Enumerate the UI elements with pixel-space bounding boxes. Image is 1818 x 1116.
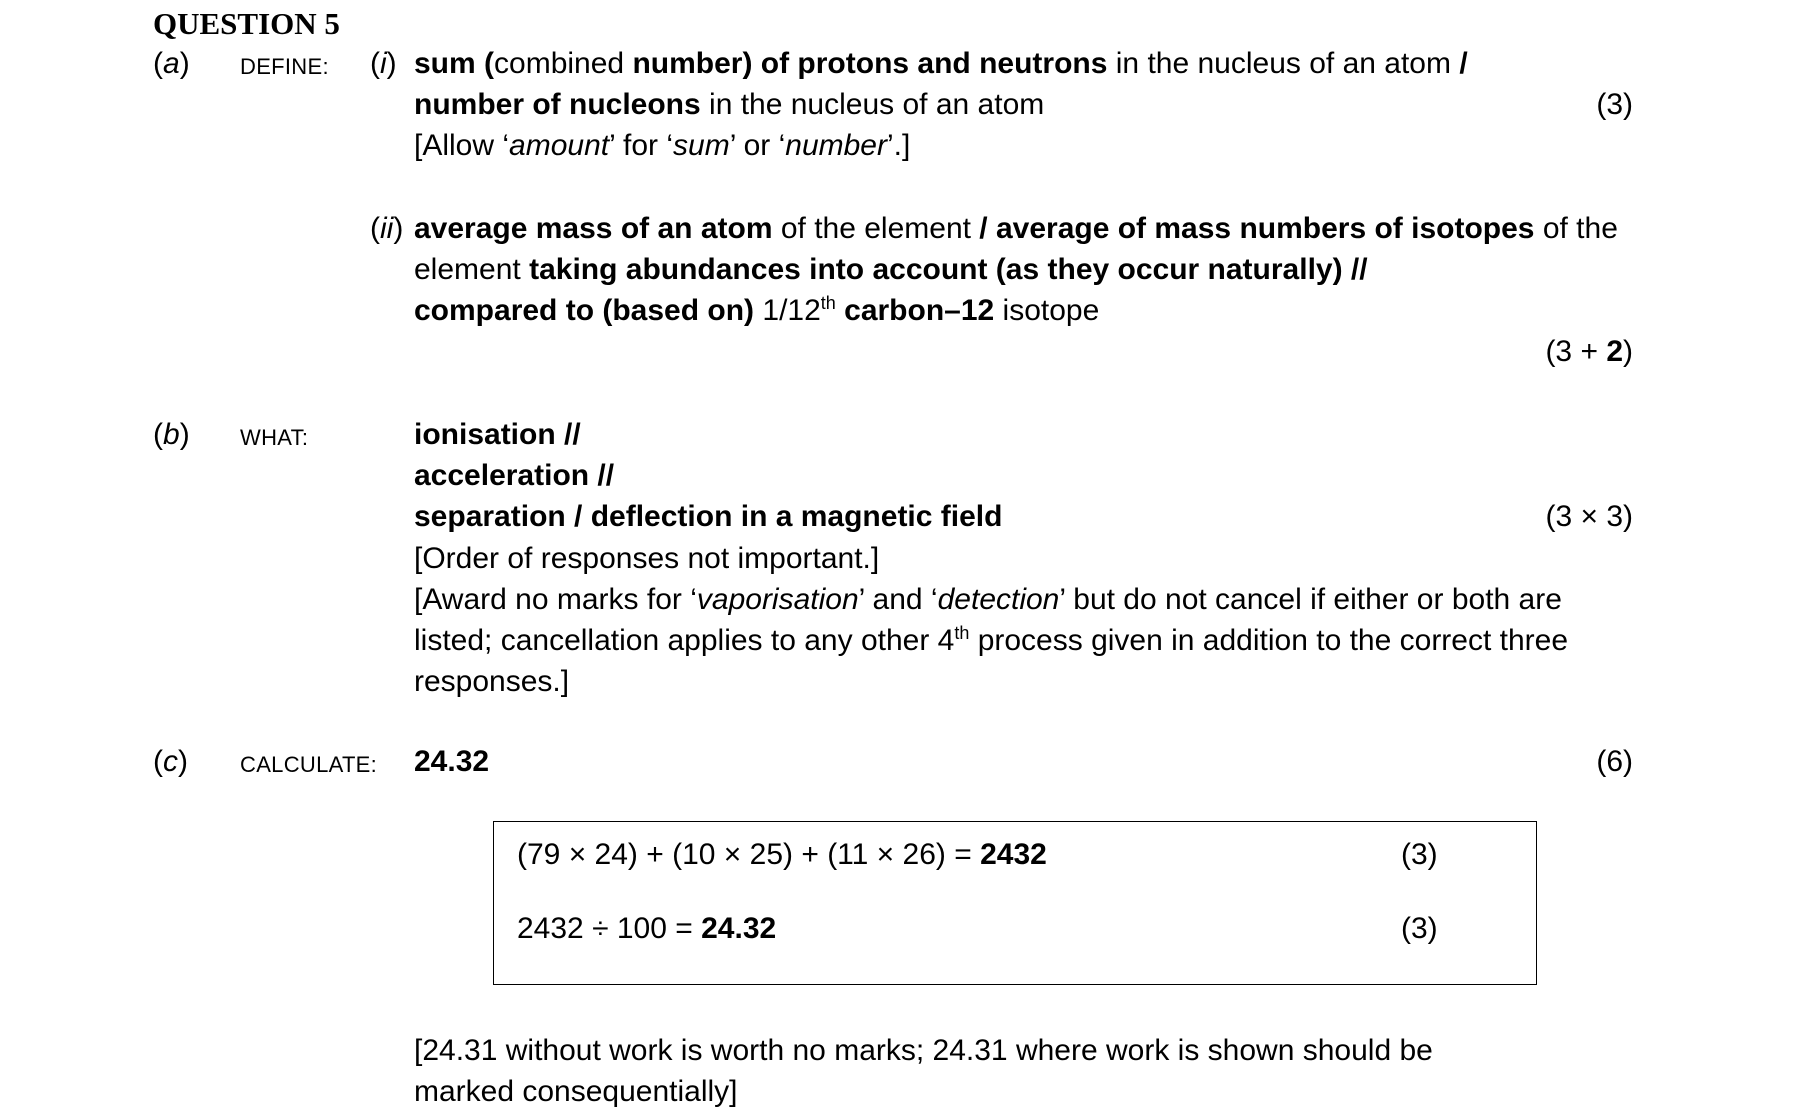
part-c-answer: 24.32: [414, 745, 490, 778]
part-a-ii-line2: element taking abundances into account (as they occur naturally) //: [414, 253, 1368, 286]
part-b-note4: responses.]: [414, 665, 570, 698]
part-c-note-line1: [24.31 without work is worth no marks; 24.31 where work is shown should be: [414, 1034, 1433, 1067]
part-a-ii-line1: average mass of an atom of the element / average of mass numbers of isotopes of the: [414, 212, 1618, 245]
part-b-note3: listed; cancellation applies to any other 4th process given in addition to the correct three: [414, 623, 1569, 657]
part-c-command: CALCULATE:: [240, 752, 378, 777]
part-a-ii-numeral: (ii): [370, 212, 404, 245]
part-c-label: (c): [153, 745, 188, 778]
part-b-line3: separation / deflection in a magnetic field: [414, 500, 1003, 533]
part-a-command: DEFINE:: [240, 54, 329, 79]
part-a-i-line2: number of nucleons in the nucleus of an atom: [414, 88, 1045, 121]
part-b-label: (b): [153, 418, 190, 451]
part-b-line1: ionisation //: [414, 418, 581, 451]
part-a-i-numeral: (i): [370, 47, 397, 80]
part-c-marks: (6): [1596, 745, 1633, 778]
working-line2: 2432 ÷ 100 = 24.32: [517, 912, 777, 945]
part-a-i-line3: [Allow ‘amount’ for ‘sum’ or ‘number’.]: [414, 129, 911, 162]
working-line1-marks: (3): [1401, 838, 1438, 871]
part-b-command: WHAT:: [240, 425, 309, 450]
part-b-line2: acceleration //: [414, 459, 615, 492]
working-line2-marks: (3): [1401, 912, 1438, 945]
part-b-note1: [Order of responses not important.]: [414, 542, 880, 575]
part-a-ii-line3: compared to (based on) 1/12th carbon–12 isotope: [414, 293, 1100, 327]
part-c-note-line2: marked consequentially]: [414, 1075, 738, 1108]
working-line1: (79 × 24) + (10 × 25) + (11 × 26) = 2432: [517, 838, 1047, 871]
part-b-marks: (3 × 3): [1545, 500, 1633, 533]
part-a-i-line1: sum (combined number) of protons and neutrons in the nucleus of an atom /: [414, 47, 1468, 80]
part-b-note2: [Award no marks for ‘vaporisation’ and ‘detection’ but do not cancel if either or both are: [414, 583, 1562, 616]
question-title: QUESTION 5: [153, 6, 340, 41]
part-a-i-marks: (3): [1596, 88, 1633, 121]
part-a-ii-marks: (3 + 2): [1545, 335, 1633, 368]
part-a-label: (a): [153, 47, 190, 80]
